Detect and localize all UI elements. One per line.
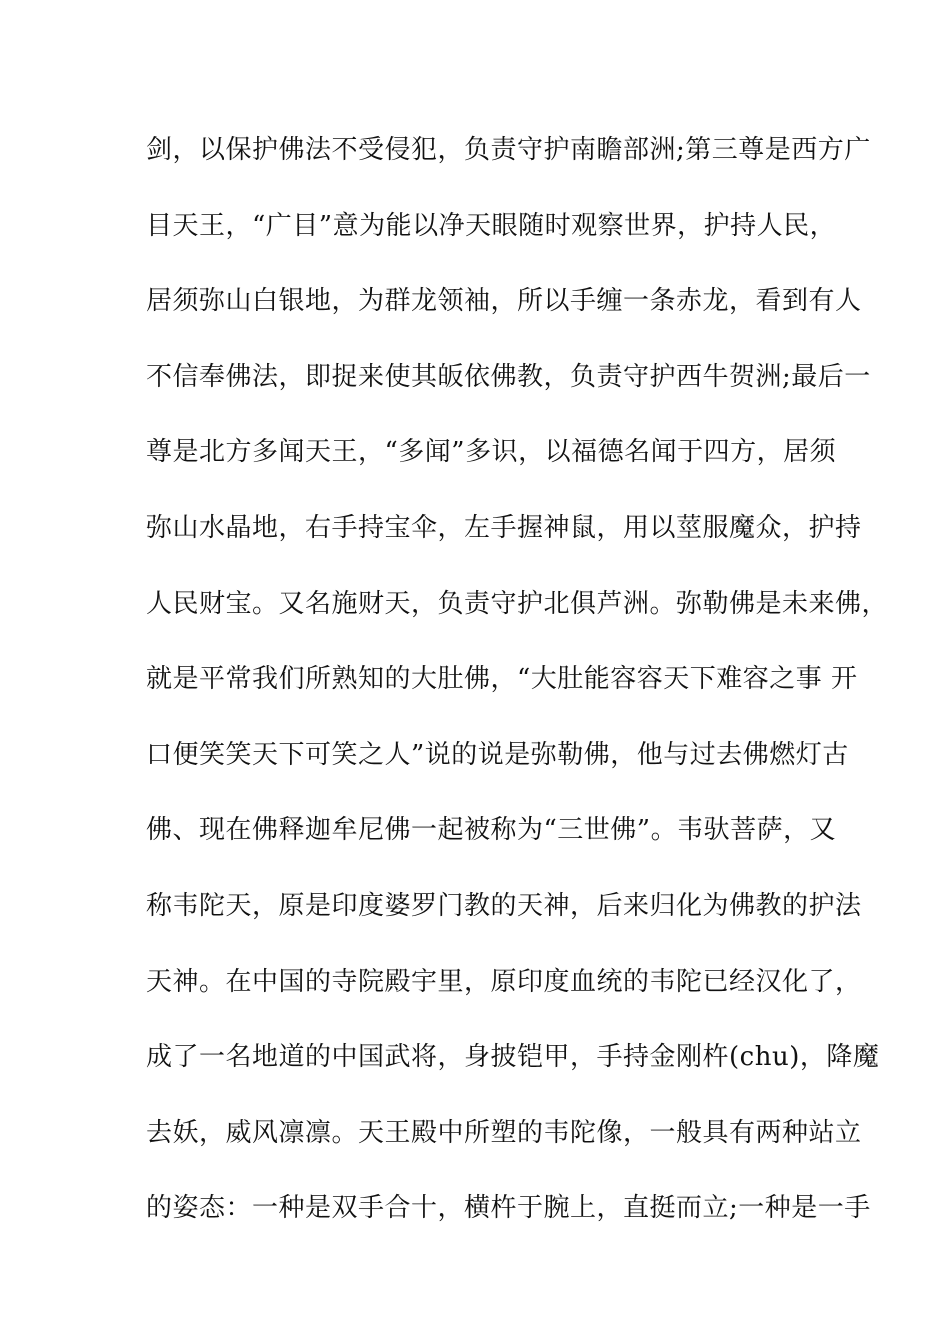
text-line: 的姿态：一种是双手合十，横杵于腕上，直挺而立;一种是一手 <box>146 1193 871 1224</box>
text-line: 成了一名地道的中国武将，身披铠甲，手持金刚杵(chu)，降魔 <box>146 1042 880 1073</box>
text-line: 口便笑笑天下可笑之人”说的说是弥勒佛，他与过去佛燃灯古 <box>146 739 849 770</box>
text-line: 弥山水晶地，右手持宝伞，左手握神鼠，用以莖服魔众，护持 <box>146 512 862 543</box>
text-line: 称韦陀天，原是印度婆罗门教的天神，后来归化为佛教的护法 <box>146 890 862 921</box>
text-line: 佛、现在佛释迦牟尼佛一起被称为“三世佛”。韦驮菩萨，又 <box>146 815 837 846</box>
text-line: 居须弥山白银地，为群龙领袖，所以手缠一条赤龙，看到有人 <box>146 286 862 317</box>
text-line: 目天王，“广目”意为能以净天眼随时观察世界，护持人民， <box>146 210 837 241</box>
text-line: 剑，以保护佛法不受侵犯，负责守护南瞻部洲;第三尊是西方广 <box>146 135 871 165</box>
text-line: 不信奉佛法，即捉来使其皈依佛教，负责守护西牛贺洲;最后一 <box>146 361 871 392</box>
text-line: 天神。在中国的寺院殿宇里，原印度血统的韦陀已经汉化了， <box>146 966 862 997</box>
body-text <box>146 128 889 1262</box>
text-line: 就是平常我们所熟知的大肚佛，“大肚能容容天下难容之事 开 <box>146 664 858 695</box>
text-line: 去妖，威风凛凛。天王殿中所塑的韦陀像，一般具有两种站立 <box>146 1117 862 1148</box>
text-line: 人民财宝。又名施财天，负责守护北俱芦洲。弥勒佛是未来佛， <box>146 588 889 619</box>
text-line: 尊是北方多闻天王，“多闻”多识，以福德名闻于四方，居须 <box>146 437 837 468</box>
